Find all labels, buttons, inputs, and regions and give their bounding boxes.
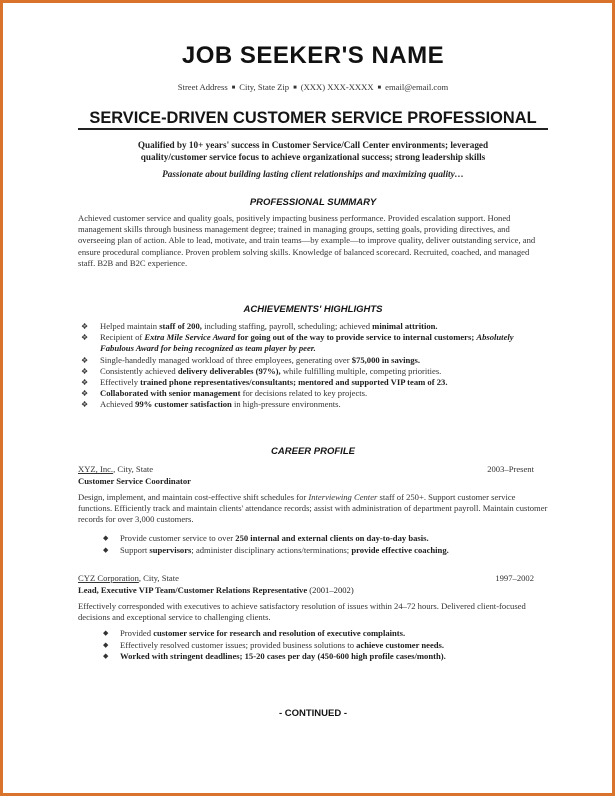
text: while fulfilling multiple, competing priorities.	[280, 365, 442, 376]
diamond-bullet-icon: ❖	[81, 322, 89, 331]
city-state-zip: City, State Zip	[239, 82, 290, 92]
headline: SERVICE-DRIVEN CUSTOMER SERVICE PROFESSIONAL	[78, 113, 548, 130]
text: Absolutely Fabulous Award for being recognized as team player by peer.	[100, 332, 514, 354]
bullet-icon: ◆	[103, 652, 109, 661]
list-item	[78, 377, 548, 388]
text: Effectively corresponded with executives to achieve satisfactory resolution of issues within 24–72 hours. Delivered client-focused decisions and exceptional service to challenging clients.	[78, 601, 526, 623]
text: in high-pressure environments.	[231, 399, 341, 410]
list-item	[78, 628, 548, 640]
company	[78, 464, 153, 475]
tagline: Passionate about building lasting client relationships and maximizing quality…	[162, 169, 464, 179]
company-location: , City, State	[138, 573, 179, 583]
phone-number: (XXX) XXX-XXXX	[300, 82, 374, 92]
text: Consistently achieved	[100, 365, 178, 376]
qualification-line: Qualified by 10+ years' success in Customer Service/Call Center environments; leveraged	[137, 140, 489, 150]
text: supervisors	[149, 544, 192, 555]
list-item	[78, 399, 548, 410]
list-item	[78, 321, 548, 332]
text: Single-handedly managed workload of three employees, generating over	[100, 354, 352, 365]
diamond-bullet-icon: ❖	[81, 400, 89, 410]
job-title: Customer Service Coordinator	[78, 476, 191, 486]
job-seeker-name: JOB SEEKER'S NAME	[181, 42, 445, 69]
separator-icon: ■	[231, 85, 236, 91]
text: 250 internal and external clients on day-to-day basis.	[235, 533, 429, 543]
text: Helped maintain	[100, 321, 160, 331]
diamond-bullet-icon: ❖	[81, 333, 89, 343]
continued-footer: - CONTINUED -	[278, 708, 348, 719]
job-bullets	[78, 533, 548, 556]
list-item	[78, 545, 548, 557]
bullet-icon: ◆	[103, 629, 109, 637]
diamond-bullet-icon: ❖	[81, 378, 89, 388]
text: delivery deliverables (97%),	[177, 365, 281, 376]
text: minimal attrition.	[372, 321, 438, 331]
career-profile-heading: CAREER PROFILE	[271, 446, 355, 457]
text: Provided	[120, 628, 154, 638]
qualification-line: quality/customer service focus to achieve organizational success; strong leadership skills	[140, 152, 486, 162]
text: Support	[120, 544, 150, 555]
list-item	[78, 355, 548, 366]
list-item	[78, 366, 548, 377]
job-dates: 1997–2002	[495, 573, 534, 583]
text: staff of 250+. Support customer service functions. Efficiently track and maintain clients' attendance records; assist with administration of department payroll. Maintain customer records for over 3,000 customers.	[78, 492, 548, 525]
text: (2001–2002)	[307, 585, 354, 595]
street-address: Street Address	[177, 82, 228, 92]
qualifications	[78, 139, 548, 163]
separator-icon: ■	[293, 85, 297, 91]
text: Collaborated with senior management	[100, 388, 241, 399]
text: for going out of the way to provide service to internal customers;	[235, 332, 477, 343]
text: for decisions related to key projects.	[240, 388, 368, 399]
text: $75,000 in savings.	[351, 354, 421, 365]
list-item	[78, 640, 548, 652]
list-item	[78, 533, 548, 545]
contact-line	[78, 82, 548, 94]
text: 99% customer satisfaction	[135, 399, 232, 410]
bullet-icon: ◆	[103, 534, 109, 542]
text: Worked with stringent deadlines; 15-20 cases per day (450-600 high profile cases/month).	[120, 651, 446, 662]
bullet-icon: ◆	[103, 640, 109, 649]
separator-icon: ■	[377, 85, 382, 91]
text: Extra Mile Service Award	[144, 332, 236, 343]
text: provide effective coaching.	[351, 544, 449, 555]
diamond-bullet-icon: ❖	[81, 389, 89, 399]
list-item	[78, 388, 548, 399]
text: ; administer disciplinary actions/terminations;	[191, 544, 352, 555]
bullet-icon: ◆	[103, 545, 109, 554]
text: Recipient of	[100, 332, 145, 343]
achievements-list	[78, 321, 548, 411]
email-address[interactable]: email@email.com	[385, 82, 449, 92]
text: Provide customer service to over	[120, 533, 236, 543]
text: achieve customer needs.	[356, 639, 445, 650]
professional-summary-text: Achieved customer service and quality goals, positively impacting business performance. Provided escalation support. Honed management skills through business management degree; trained in managing groups, setting goals, providing directives, and overseeing plan of action. Able to lead, motivate, and train teams—by example—to improve quality, deliver outstanding service, and ensure procedural compliance. Proven problem solving skills. Knowledge of balanced scorecard. Recruited, coached, and managed staff. B2B and B2C experience.	[78, 213, 536, 268]
professional-summary-heading: PROFESSIONAL SUMMARY	[249, 197, 377, 208]
diamond-bullet-icon: ❖	[81, 366, 89, 376]
list-item	[78, 332, 548, 354]
company-location: , City, State	[113, 464, 154, 474]
company-name: XYZ, Inc.	[78, 464, 114, 474]
achievements-heading: ACHIEVEMENTS' HIGHLIGHTS	[243, 304, 383, 315]
text: customer service for research and resolution of executive complaints.	[153, 628, 406, 638]
text: trained phone representatives/consultants; mentored and supported VIP team of 23.	[140, 377, 448, 388]
text: including staffing, payroll, scheduling; achieved	[201, 321, 373, 331]
diamond-bullet-icon: ❖	[81, 355, 89, 365]
company-name: CYZ Corporation	[78, 573, 139, 583]
list-item	[78, 651, 548, 663]
job-bullets	[78, 628, 548, 663]
company	[78, 573, 179, 584]
job-description	[78, 492, 548, 526]
text: Interviewing Center	[308, 492, 378, 502]
text: Lead, Executive VIP Team/Customer Relations Representative	[78, 585, 308, 595]
job-header	[78, 464, 548, 476]
text: staff of 200,	[159, 321, 202, 331]
text: Effectively	[100, 377, 141, 388]
job-title	[78, 585, 354, 596]
text: Achieved	[100, 399, 136, 410]
job-dates: 2003–Present	[487, 464, 534, 474]
job-description	[78, 601, 548, 623]
text: Effectively resolved customer issues; provided business solutions to	[120, 639, 357, 650]
job-header	[78, 573, 548, 585]
text: Design, implement, and maintain cost-effective shift schedules for	[78, 492, 309, 502]
